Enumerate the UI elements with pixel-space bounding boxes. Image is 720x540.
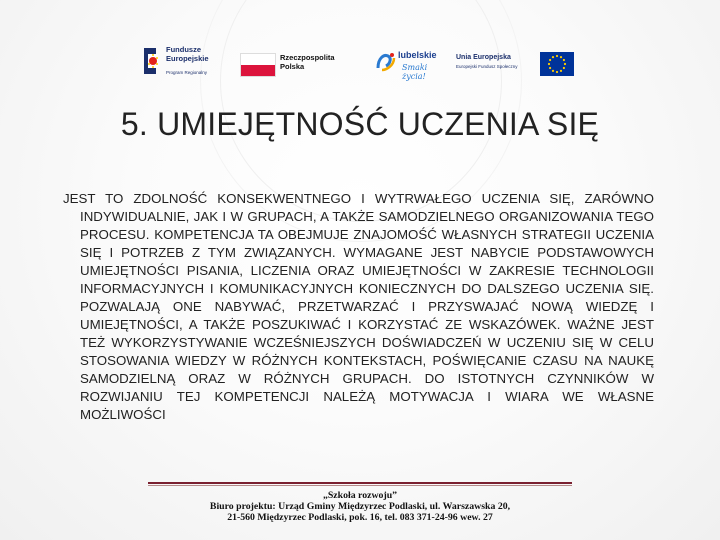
- slide-title: 5. UMIEJĘTNOŚĆ UCZENIA SIĘ: [120, 106, 600, 142]
- poland-flag-icon: [240, 53, 276, 77]
- lubelskie-mark-icon: [374, 50, 398, 74]
- project-footer: [180, 490, 540, 523]
- footer-address-line1: Biuro projektu: Urząd Gminy Międzyrzec Podlaski, ul. Warszawska 20,: [209, 501, 511, 512]
- eu-flag-icon: [540, 52, 574, 76]
- lubelskie-logo-slogan: Smaki życia!: [402, 63, 428, 81]
- poland-logo-name: Rzeczpospolita Polska: [280, 53, 335, 71]
- logo-rzeczpospolita: [240, 40, 350, 84]
- eu-logo-name: Unia Europejska: [456, 54, 511, 61]
- funds-logo-name: Fundusze Europejskie: [166, 45, 209, 63]
- lubelskie-logo-name: lubelskie: [398, 50, 437, 60]
- logo-fundusze-europejskie: [138, 40, 218, 84]
- slide-body-text: JEST TO ZDOLNOŚĆ KONSEKWENTNEGO I WYTRWAŁEGO UCZENIA SIĘ, ZARÓWNO INDYWIDUALNIE, JAK I W GRUPACH, A TAKŻE SAMODZIELNEGO ORGANIZOWANIA TEGO PROCESU. KOMPETENCJA TA OBEJMUJE ZNAJOMOŚĆ WŁASNYCH STRATEGII UCZENIA SIĘ I POTRZEB Z TYM ZWIĄZANYCH. WYMAGANE JEST NABYCIE PODSTAWOWYCH UMIEJĘTNOŚCI PISANIA, LICZENIA ORAZ UMIEJĘTNOŚCI W ZAKRESIE TECHNOLOGII INFORMACYJNYCH I KOMUNIKACYJNYCH KONIECZNYCH DO DALSZEGO UCZENIA SIĘ. POZWALAJĄ ONE NABYWAĆ, PRZETWARZAĆ I PRZYSWAJAĆ NOWĄ WIEDZĘ I UMIEJĘTNOŚCI, A TAKŻE POSZUKIWAĆ I KORZYSTAĆ ZE WSKAZÓWEK. WAŻNE JEST TEŻ WYKORZYSTYWANIE WCZEŚNIEJSZYCH DOŚWIADCZEŃ W UCZENIU SIĘ W CELU STOSOWANIA WIEDZY W RÓŻNYCH KONTEKSTACH, POŚWIĘCANIE CZASU NA NAUKĘ SAMODZIELNĄ ORAZ W RÓŻNYCH GRUPACH. DO ISTOTNYCH CZYNNIKÓW W ROZWIJANIU TEJ KOMPETENCJI NALEŻĄ MOTYWACJA I WIARA WE WŁASNE MOŻLIWOŚCI: [63, 191, 654, 422]
- logo-bar: [138, 40, 578, 84]
- footer-divider: [148, 482, 572, 486]
- funds-logo-subtitle: Program Regionalny: [166, 70, 208, 75]
- logo-unia-europejska: [456, 40, 578, 84]
- footer-address-line2: 21-560 Międzyrzec Podlaski, pok. 16, tel. 083 371-24-96 wew. 27: [227, 512, 493, 523]
- eu-logo-subtitle: Europejski Fundusz Społeczny: [456, 64, 518, 69]
- logo-lubelskie: [368, 40, 448, 84]
- funds-mark-icon: [142, 46, 162, 76]
- footer-project-name: „Szkoła rozwoju”: [322, 490, 398, 501]
